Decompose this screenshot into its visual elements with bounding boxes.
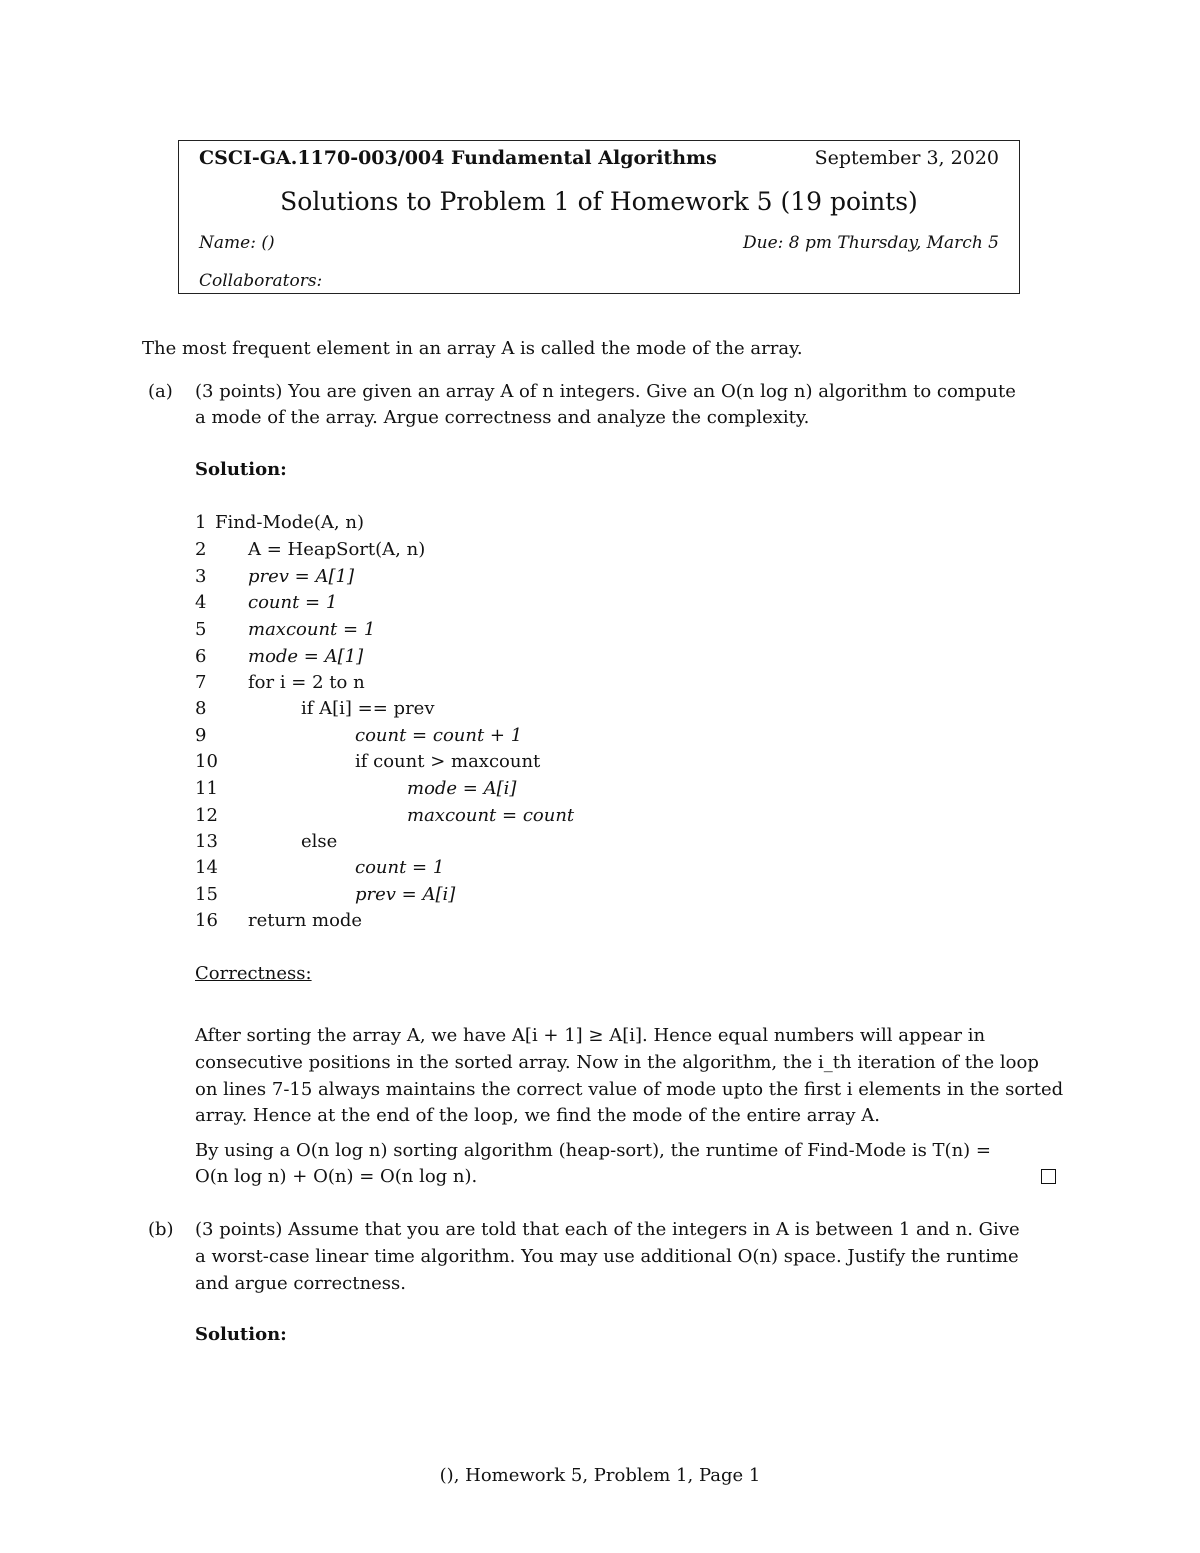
line-number: 5 [195,619,207,640]
runtime-line: O(n log n) + O(n) = O(n log n). [195,1166,478,1187]
line-number: 4 [195,592,207,613]
line-number: 2 [195,539,207,560]
name-field: Name: () [199,233,275,253]
part-a-question-line: a mode of the array. Argue correctness and analyze the complexity. [195,407,810,428]
code-text: maxcount = 1 [248,619,376,640]
code-text: mode = A[i] [407,778,517,799]
part-b-label: (b) [148,1219,174,1240]
code-text: else [301,831,338,852]
line-number: 3 [195,566,207,587]
due-date: Due: 8 pm Thursday, March 5 [742,233,999,253]
part-a-question-line: (3 points) You are given an array A of n integers. Give an O(n log n) algorithm to compute [195,381,1016,402]
code-text: maxcount = count [407,805,575,826]
course-title: CSCI-GA.1170-003/004 Fundamental Algorithms [199,147,717,169]
code-text: prev = A[1] [248,566,354,587]
code-text: return mode [248,910,363,931]
line-number: 14 [195,857,218,878]
intro-text: The most frequent element in an array A is called the mode of the array. [142,338,803,359]
code-text: prev = A[i] [355,884,456,905]
line-number: 6 [195,646,207,667]
header-box [178,140,1020,294]
document-title: Solutions to Problem 1 of Homework 5 (19 points) [280,187,918,216]
code-text: Find-Mode(A, n) [215,512,364,533]
line-number: 11 [195,778,218,799]
part-b-question-line: (3 points) Assume that you are told that each of the integers in A is between 1 and n. Give [195,1219,1020,1240]
part-a-label: (a) [148,381,173,402]
line-number: 8 [195,698,207,719]
line-number: 12 [195,805,218,826]
line-number: 10 [195,751,218,772]
page-footer: (), Homework 5, Problem 1, Page 1 [439,1465,761,1486]
date: September 3, 2020 [814,147,999,169]
runtime-line: By using a O(n log n) sorting algorithm (heap-sort), the runtime of Find-Mode is T(n) = [195,1140,991,1161]
line-number: 16 [195,910,218,931]
correctness-line: After sorting the array A, we have A[i + 1] ≥ A[i]. Hence equal numbers will appear in [195,1025,986,1046]
line-number: 1 [195,512,207,533]
code-text: if A[i] == prev [301,698,435,719]
correctness-line: array. Hence at the end of the loop, we find the mode of the entire array A. [195,1105,881,1126]
correctness-heading: Correctness: [195,963,312,984]
solution-heading: Solution: [195,459,287,480]
code-text: mode = A[1] [248,646,364,667]
line-number: 7 [195,672,207,693]
line-number: 9 [195,725,207,746]
line-number: 15 [195,884,218,905]
code-text: count = 1 [355,857,445,878]
code-text: count = count + 1 [355,725,523,746]
part-b-question-line: a worst-case linear time algorithm. You may use additional O(n) space. Justify the runtime [195,1246,1019,1267]
line-number: 13 [195,831,218,852]
code-text: count = 1 [248,592,338,613]
code-text: for i = 2 to n [248,672,365,693]
code-text: if count > maxcount [355,751,541,772]
code-text: A = HeapSort(A, n) [248,539,426,560]
correctness-line: consecutive positions in the sorted array. Now in the algorithm, the i_th iteration of the loop [195,1052,1039,1073]
correctness-line: on lines 7-15 always maintains the correct value of mode upto the first i elements in the sorted [195,1079,1064,1100]
qed-square-icon [1041,1169,1056,1184]
solution-heading: Solution: [195,1324,287,1345]
collaborators-field: Collaborators: [199,271,323,291]
part-b-question-line: and argue correctness. [195,1273,406,1294]
